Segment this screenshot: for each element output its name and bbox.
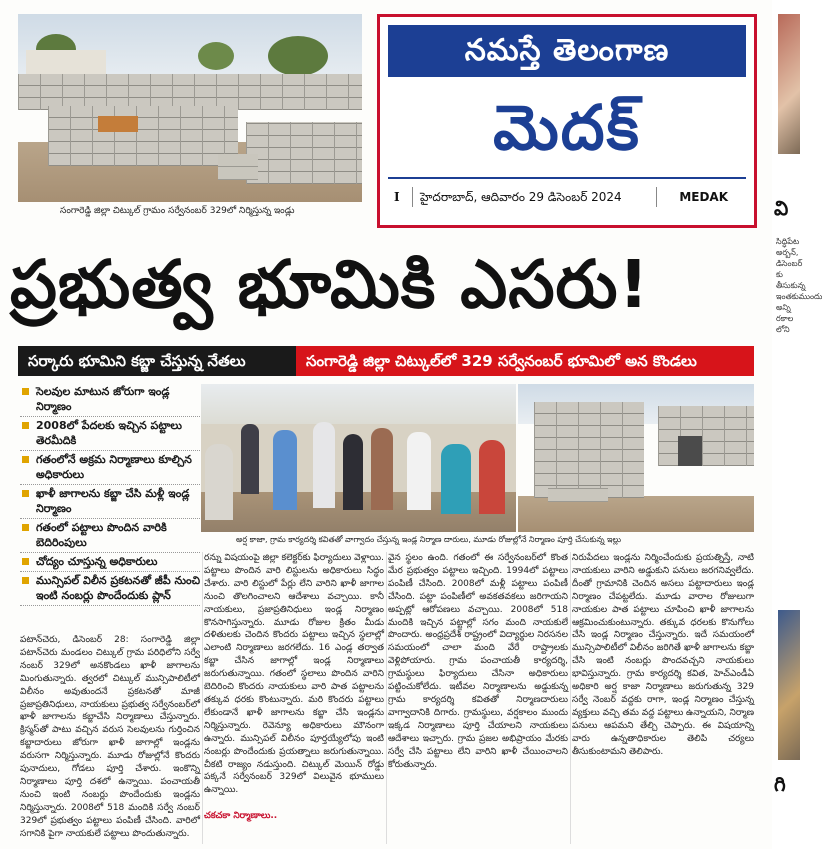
article-column-1: పటాన్‌చెరు, డిసెంబర్ 28: సంగారెడ్డి జిల్లా పటాన్‌చెరు మండలం చిట్కుల్ గ్రామ పరిధిలోని సర్వే నంబర్ 329లో అనకొండలు ఖాళీ జాగాలను మింగుతున్నారు. త్వరలో చిట్కుల్ మున్సిపాలిటీలో విలీనం అవుతుందనే ప్రకటనతో మాజీ ప్రజాప్రతినిధులు, నాయకులు ప్రభుత్వ సర్వేనంబర్‌లో ఖాళీ జాగాలను కబ్జాచేసి నిర్మాణాలు చేస్తున్నారు. క్రిస్మస్‌తో పాటు వచ్చిన వరుస సెలవులను గుర్తించిన కబ్జాదారులు జోరుగా ఖాళీ జాగాల్లో ఇండ్లను వరుసగా నిర్మిస్తున్నారు. మూడు రోజుల్లోనే కొందరు పునాదులు, గోడలు పూర్తి చేశారు. ఇంకొన్ని నిర్మాణాలు పూర్తి దశలో ఉన్నాయి. పంచాయతీ నుంచి ఇంటి నంబర్లు పొందేందుకు ఇండ్లను నిర్మిస్తున్నారు. 2008లో 518 మందికి సర్వే నంబర్ 329లో ప్రభుత్వం పట్టాలు పంపిణీ చేసింది. వారిలో సగానికి పైగా నాయకులే పట్టాలు పొందుతున్నారు. bbox=[20, 635, 200, 839]
column-rule bbox=[386, 552, 387, 844]
masthead bbox=[377, 14, 757, 228]
highlight-item: సెలవుల మాటున జోరుగా ఇండ్ల నిర్మాణం bbox=[20, 384, 202, 414]
column-rule bbox=[202, 552, 203, 844]
highlight-item: ఖాళీ జాగాలను కబ్జా చేసి మళ్లీ ఇండ్ల నిర్మాణం bbox=[20, 486, 202, 516]
highlights-list bbox=[20, 384, 202, 607]
highlight-item: గతంలో పట్టాలు పొందిన వారికి బెదిరింపులు bbox=[20, 520, 202, 550]
article-column-3: వైన స్థలం ఉంది. గతంలో ఈ సర్వేనంబర్‌లో కొంత మేర ప్రభుత్వం పట్టాలు ఇచ్చింది. 1994లో పట్టాలు పంపిణీ చేసింది. 2008లో మళ్లీ పట్టాలు పంపిణీ చేసింది. పట్టా పంపిణీలో అవకతవకలు జరిగాయని అప్పట్లో ఆరోపణలు వచ్చాయి. 2008లో 518 మందికి ఇచ్చిన పట్టాల్లో సగం మంది నాయకులే పొందారు. అంధ్రప్రదేశ్ రాష్ట్రంలో విద్యార్థుల నిరసనల సమయంలో చాలా మంది వేరే రాష్ట్రాలకు వెళ్లిపోయారు. గ్రామ పంచాయతీ కార్యదర్శి, గ్రామస్థులు ఫిర్యాదులు చేసినా అధికారులు పట్టించుకోలేదు. ఇటీవల నిర్మాణాలను అడ్డుకున్న గ్రామ కార్యదర్శి కవితతో నిర్మాణదారులు వాగ్వాదానికి దిగారు. గ్రామస్థులు, వర్షకాలం ముందు ఇక్కడ నిర్మాణాలు పూర్తి చేయాలని నాయకులు ఆదేశాలు ఇచ్చారు. గ్రామ ప్రజల అభిప్రాయం మేరకు సర్వే చేసి పట్టాలు లేని వారిని ఖాళీ చేయించాలని కోరుతున్నారు. bbox=[388, 553, 568, 770]
crowd-photo bbox=[201, 384, 516, 532]
adjacent-headline: వి bbox=[774, 196, 789, 220]
adjacent-photo bbox=[778, 610, 800, 760]
article-column-4: నిరుపేదలు ఇండ్లను నిర్మించేందుకు ప్రయత్నిస్తే, నాటి నాయకులు వారిని అడ్డుకుని పనులు జరగనివ్వలేదు. దీంతో గ్రామానికి చెందిన అసలు పట్టాదారులు ఇండ్ల నిర్మాణం చేపట్టలేదు. మూడు వారాల రోజులుగా నాయకుల పాత పట్టాలు చూపించి ఖాళీ జాగాలను ఆక్రమించుకుంటున్నారు. తక్కువ ధరలకు కొనుగోలు చేసి ఇండ్ల నిర్మాణం చేస్తున్నారు. ఇదే సమయంలో మున్సిపాలిటీలో విలీనం జరిగితే ఖాళీ జాగాలను కబ్జా చేసి ఇంటి నంబర్లు పొందవచ్చని నాయకులు భావిస్తున్నారు. గ్రామ కార్యదర్శి కవిత, హెచ్‌ఎండీఏ అధికారి అర్ష కాజా నిర్మాణాలు జరుగుతున్న 329 సర్వే నెంబర్ వద్దకు రాగా, ఇండ్ల నిర్మాణం చేస్తున్న వ్యక్తులు వచ్చి తమ వద్ద పట్టాలు ఉన్నాయని, నిర్మాణ పనులు ఆపమని తేల్చి చెప్పారు. ఈ విషయాన్ని వారు ఉన్నతాధికారుల తెలిపి చర్యలు తీసుకుంటామని తెలిపారు. bbox=[572, 553, 754, 757]
article-subheading-wrap bbox=[204, 810, 384, 824]
column-rule bbox=[570, 552, 571, 844]
adjacent-text: సిద్ధిపేట అర్బన్, డిసెంబర్ కు తీసుకున్న ఇంతకుముందు అన్ని రకాల లోని bbox=[776, 237, 822, 334]
dateline: హైదరాబాద్, ఆదివారం 29 డిసెంబర్ 2024 bbox=[420, 190, 622, 204]
separator bbox=[656, 187, 657, 207]
subhead-left: సర్కారు భూమిని కబ్జా చేస్తున్న నేతలు bbox=[18, 346, 296, 376]
masthead-dateline-row bbox=[388, 183, 746, 211]
paper-name: నమస్తే తెలంగాణ bbox=[388, 25, 746, 77]
article-column-2-text: రన్ను విషయంపై జిల్లా కలెక్టర్‌కు ఫిర్యాదులు వెళ్లాయి. పట్టాలు పొందిన వారి లిస్టులను అధికారులు సిద్ధం చేశారు. వారి లిస్టులో పేర్లు లేని వారిని ఖాళీ జాగాల నుంచి తొలగించాలని ఆదేశాలు వచ్చాయి. కానీ నాయకులు, ప్రజాప్రతినిధులు ఇండ్ల నిర్మాణం కొనసాగిస్తున్నారు. మూడు రోజుల క్రితం మీడు దళితులకు చెందిన కొందరు పట్టాలు ఇచ్చిన స్థలాల్లో ఎలాంటి నిర్మాణాలు జరగలేదు. 16 ఎండ్ల తర్వాత కబ్జా చేసిన జాగాల్లో ఇండ్ల నిర్మాణాలు జరుగుతున్నాయి. గతంలో స్థలాలు పొందిన వారిని బెదిరించి కొందరు నాయకులు వారి పాత పట్టాలను తక్కువ ధరకు కొంటున్నారు. మరి కొందరు పట్టాలు లేకుండానే ఖాళీ జాగాలను కబ్జా చేసి ఇండ్లను నిర్మిస్తున్నారు. రెవెన్యూ అధికారులు మౌనంగా ఉన్నారు. మున్సిపల్ విలీనం పూర్తయ్యేలోపు ఇంటి నంబర్లు పొందేందుకు ప్రయత్నాలు జరుగుతున్నాయి. చీకటి రాజ్యం నడుస్తుంది. చిట్కుల్ మెయిన్ రోడ్డు పక్కనే సర్వేనంబర్ 329లో విలువైన భూములు ఉన్నాయి. bbox=[204, 553, 384, 796]
masthead-rule bbox=[388, 177, 746, 179]
top-photo-caption: సంగారెడ్డి జిల్లా చిట్కుల్ గ్రామం సర్వేనంబర్ 329లో నిర్మిస్తున్న ఇండ్లు bbox=[60, 206, 295, 216]
highlight-item: 2008లో పేదలకు ఇచ్చిన పట్టాలు తెరమీదికి bbox=[20, 418, 202, 448]
top-construction-photo bbox=[18, 14, 362, 202]
article-subheading: చకచకా నిర్మాణాలు.. bbox=[204, 811, 278, 821]
adjacent-article-strip bbox=[772, 0, 822, 849]
completed-house-photo bbox=[518, 384, 754, 532]
edition-label: MEDAK bbox=[679, 190, 728, 204]
edition-title: మెదక్ bbox=[493, 91, 641, 164]
highlight-item: మున్సిపల్ విలీన ప్రకటనతో జీపీ నుంచి ఇంటి నంబర్లు పొందేందుకు ప్లాన్ bbox=[20, 573, 202, 603]
adjacent-photo bbox=[778, 14, 800, 154]
main-headline: ప్రభుత్వ భూమికి ఎసరు! bbox=[10, 246, 650, 323]
subhead-right: సంగారెడ్డి జిల్లా చిట్కుల్‌లో 329 సర్వేనంబర్ భూమిలో అన కొండలు bbox=[296, 346, 754, 376]
adjacent-headline: గి bbox=[774, 772, 786, 796]
highlight-item: చోద్యం చూస్తున్న అధికారులు bbox=[20, 554, 202, 569]
volume-numeral: I bbox=[394, 190, 400, 204]
center-photo-caption: అర్ష కాజా, గ్రామ కార్యదర్శి కవితతో వాగ్వాదం చేస్తున్న ఇండ్ల నిర్మాణ దారులు, మూడు రోజుల్లోనే నిర్మాణం పూర్తి చేసుకున్న ఇల్లు bbox=[236, 535, 622, 544]
article-column-2 bbox=[204, 552, 384, 844]
highlight-item: గతంలోనే అక్రమ నిర్మాణాలు కూల్చిన అధికారులు bbox=[20, 452, 202, 482]
separator bbox=[412, 187, 413, 207]
